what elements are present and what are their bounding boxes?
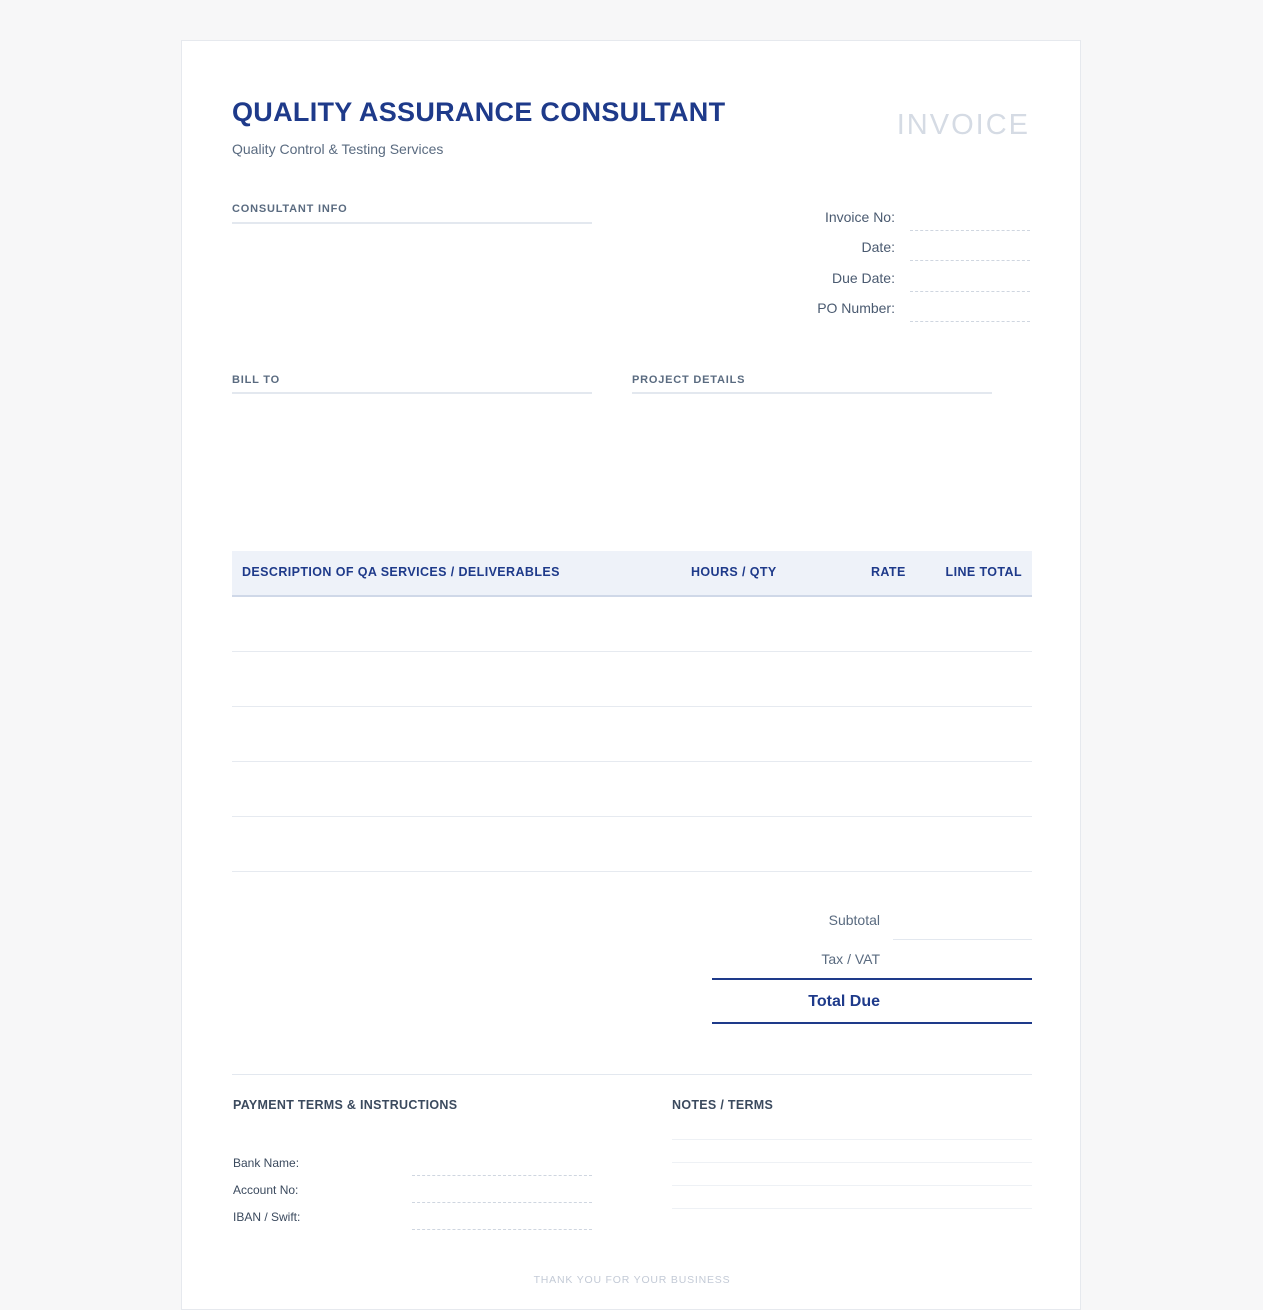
due-date-label: Due Date: bbox=[831, 270, 895, 286]
date-label: Date: bbox=[861, 239, 895, 255]
column-header-description: DESCRIPTION OF QA SERVICES / DELIVERABLES bbox=[242, 565, 560, 579]
subtotal-label: Subtotal bbox=[828, 912, 880, 928]
table-row[interactable] bbox=[232, 706, 1032, 762]
notes-line[interactable] bbox=[672, 1185, 1032, 1186]
due-date-field[interactable] bbox=[710, 266, 1030, 296]
po-number-label: PO Number: bbox=[817, 300, 895, 316]
thank-you-footer: THANK YOU FOR YOUR BUSINESS bbox=[533, 1274, 731, 1286]
bank-name-input-line[interactable] bbox=[412, 1175, 592, 1176]
consultant-info-rule bbox=[232, 222, 592, 224]
table-row[interactable] bbox=[232, 651, 1032, 707]
project-details-label: PROJECT DETAILS bbox=[632, 374, 746, 386]
project-details-rule bbox=[632, 392, 992, 394]
footer-divider bbox=[232, 1074, 1032, 1075]
line-items-table-header bbox=[232, 551, 1032, 597]
payment-terms-heading: PAYMENT TERMS & INSTRUCTIONS bbox=[233, 1098, 458, 1112]
notes-line[interactable] bbox=[672, 1162, 1032, 1163]
table-row[interactable] bbox=[232, 761, 1032, 817]
notes-line[interactable] bbox=[672, 1208, 1032, 1209]
due-date-input-line[interactable] bbox=[910, 291, 1030, 292]
total-due-top-rule bbox=[712, 978, 1032, 980]
iban-swift-label: IBAN / Swift: bbox=[233, 1210, 301, 1224]
iban-swift-input-line[interactable] bbox=[412, 1229, 592, 1230]
company-tagline: Quality Control & Testing Services bbox=[232, 141, 444, 157]
tax-vat-label: Tax / VAT bbox=[821, 951, 880, 967]
date-input-line[interactable] bbox=[910, 260, 1030, 261]
notes-terms-heading: NOTES / TERMS bbox=[672, 1098, 774, 1112]
date-field[interactable] bbox=[710, 235, 1030, 265]
invoice-page bbox=[181, 40, 1081, 1310]
po-number-field[interactable] bbox=[710, 296, 1030, 326]
invoice-no-label: Invoice No: bbox=[824, 209, 895, 225]
total-due-bottom-rule bbox=[712, 1022, 1032, 1024]
document-type-title: INVOICE bbox=[896, 109, 1030, 141]
column-header-hours-qty: HOURS / QTY bbox=[691, 565, 777, 579]
notes-line[interactable] bbox=[672, 1139, 1032, 1140]
subtotal-value-line[interactable] bbox=[893, 939, 1032, 940]
po-number-input-line[interactable] bbox=[910, 321, 1030, 322]
bill-to-rule bbox=[232, 392, 592, 394]
table-row[interactable] bbox=[232, 596, 1032, 652]
bill-to-label: BILL TO bbox=[232, 374, 280, 386]
invoice-no-input-line[interactable] bbox=[910, 230, 1030, 231]
account-no-input-line[interactable] bbox=[412, 1202, 592, 1203]
account-no-label: Account No: bbox=[233, 1183, 299, 1197]
consultant-info-label: CONSULTANT INFO bbox=[232, 203, 348, 215]
invoice-no-field[interactable] bbox=[710, 205, 1030, 235]
bank-name-label: Bank Name: bbox=[233, 1156, 300, 1170]
company-name: QUALITY ASSURANCE CONSULTANT bbox=[232, 97, 726, 127]
column-header-rate: RATE bbox=[871, 565, 906, 579]
table-row[interactable] bbox=[232, 816, 1032, 872]
total-due-label: Total Due bbox=[808, 993, 880, 1010]
column-header-line-total: LINE TOTAL bbox=[945, 565, 1022, 579]
